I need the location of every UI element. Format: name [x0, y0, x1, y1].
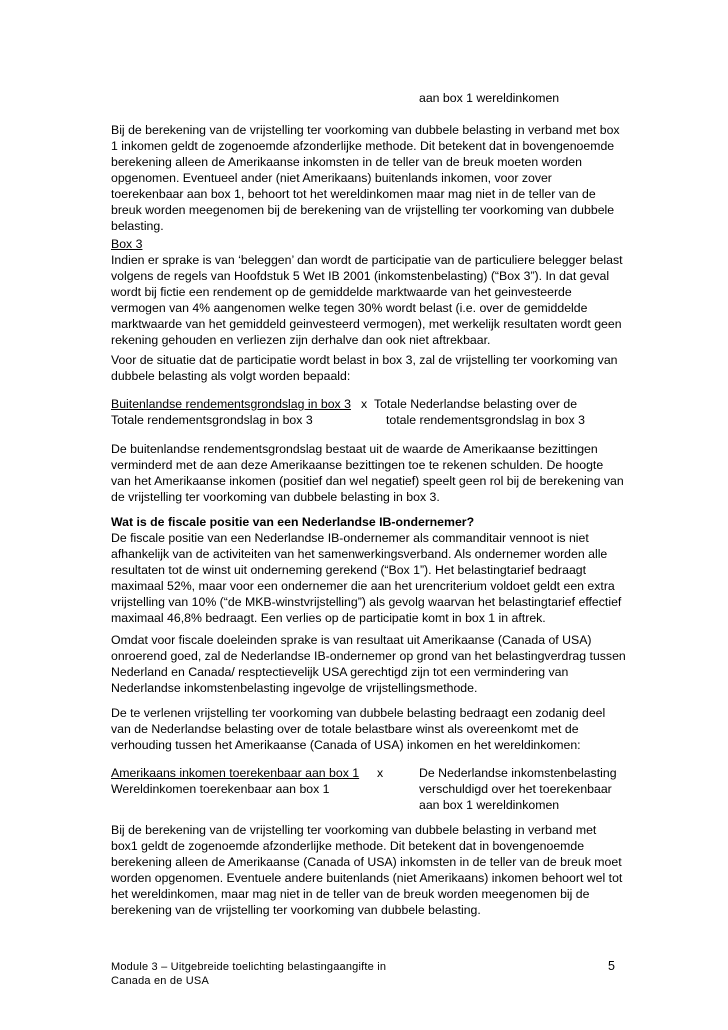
paragraph-box3-intro — [111, 352, 626, 384]
formula-right-line: De Nederlandse inkomstenbelasting — [419, 766, 617, 780]
box3-heading: Box 3 — [111, 237, 143, 251]
continued-formula-line: aan box 1 wereldinkomen — [419, 91, 560, 105]
formula-times: x — [377, 766, 384, 780]
formula-numerator: Buitenlandse rendementsgrondslag in box 3 — [111, 397, 351, 411]
box3-section — [111, 236, 626, 348]
ib-heading: Wat is de fiscale positie van een Nederlandse IB-ondernemer? — [111, 515, 475, 529]
paragraph-box1-method-2 — [111, 822, 626, 918]
ib-entrepreneur-section — [111, 514, 626, 626]
formula-box1 — [111, 765, 631, 813]
paragraph-text: De fiscale positie van een Nederlandse IB-ondernemer als commanditair vennoot is niet afhankelijk van de activiteiten van het samenwerkingsverband. Als ondernemer worden alle resultaten tot de winst uit onderneming gerekend (“Box 1”). Het belastingtarief bedraagt maximaal 52%, maar voor een ondernemer die aan het urencriterium voldoet geldt een extra vrijstelling van 10% (“de MKB-winstvrijstelling”) als gevolg waarvan het belastingtarief effectief maximaal 46,8% bedraagt. Een verlies op de participatie komt in box 1 in aftrek. — [111, 531, 622, 625]
page-number: 5 — [608, 959, 615, 973]
formula-box3 — [111, 396, 631, 428]
paragraph-text: Voor de situatie dat de participatie wordt belast in box 3, zal de vrijstelling ter voorkoming van dubbele belasting als volgt worden bepaald: — [111, 353, 618, 383]
page-footer — [111, 960, 386, 988]
formula-right-line: Totale Nederlandse belasting over de — [374, 397, 578, 411]
formula-times: x — [361, 397, 368, 411]
paragraph-text: Omdat voor fiscale doeleinden sprake is van resultaat uit Amerikaanse (Canada of USA) onroerend goed, zal de Nederlandse IB-ondernemer op grond van het belastingverdrag tussen Nederland en Canada/ resptectievelijk USA gerechtigd zijn tot een vermindering van Nederlandse inkomstenbelasting ingevolge de vrijstellingsmethode. — [111, 633, 626, 695]
paragraph-box1-method — [111, 122, 626, 234]
footer-line: Module 3 – Uitgebreide toelichting belastingaangifte in — [111, 961, 387, 973]
formula-right-line: verschuldigd over het toerekenbaar — [419, 782, 612, 796]
paragraph-text: De buitenlandse rendementsgrondslag bestaat uit de waarde de Amerikaanse bezittingen verminderd met de aan deze Amerikaanse bezittingen toe te rekenen schulden. De hoogte van het Amerikaanse inkomen (positief dan wel negatief) speelt geen rol bij de berekening van de vrijstelling ter voorkoming van dubbele belasting in box 3. — [111, 442, 624, 504]
paragraph-text: Indien er sprake is van ‘beleggen’ dan wordt de participatie van de particuliere belegger belast volgens de regels van Hoofdstuk 5 Wet IB 2001 (inkomstenbelasting) (“Box 3”). In dat geval wordt bij fictie een rendement op de gemiddelde marktwaarde van het geinvesteerde vermogen van 4% aangenomen welke tegen 30% wordt belast (i.e. over de gemiddelde marktwaarde van het gemiddeld geinvesteerd vermogen), met werkelijk resultaten wordt geen rekening gehouden en verliezen zijn derhalve dan ook niet aftrekbaar. — [111, 253, 623, 347]
paragraph-exemption — [111, 705, 626, 753]
formula-right-line: totale rendementsgrondslag in box 3 — [386, 413, 585, 427]
formula-right-line: aan box 1 wereldinkomen — [419, 798, 560, 812]
formula-numerator: Amerikaans inkomen toerekenbaar aan box 1 — [111, 766, 360, 780]
paragraph-box3-basis — [111, 441, 626, 505]
formula-denominator: Wereldinkomen toerekenbaar aan box 1 — [111, 782, 330, 796]
formula-denominator: Totale rendementsgrondslag in box 3 — [111, 413, 313, 427]
paragraph-treaty — [111, 632, 626, 696]
paragraph-text: De te verlenen vrijstelling ter voorkoming van dubbele belasting bedraagt een zodanig deel van de Nederlandse belasting over de totale belastbare winst als overeenkomt met de verhouding tussen het Amerikaanse (Canada of USA) inkomen en het wereldinkomen: — [111, 706, 606, 752]
footer-line: Canada en de USA — [111, 975, 209, 987]
paragraph-text: Bij de berekening van de vrijstelling ter voorkoming van dubbele belasting in verband met box1 geldt de zogenoemde afzonderlijke methode. Dit betekent dat in bovengenoemde berekening alleen de Amerikaanse (Canada of USA) inkomsten in de teller van de breuk moet worden opgenomen. Eventuele andere buitenlands (niet Amerikaans) inkomen behoort wel tot het wereldinkomen, maar mag niet in de teller van de breuk worden meegenomen bij de berekening van de vrijstelling ter voorkoming van dubbele belasting. — [111, 823, 623, 917]
paragraph-text: Bij de berekening van de vrijstelling ter voorkoming van dubbele belasting in verband met box 1 inkomen geldt de zogenoemde afzonderlijke methode. Dit betekent dat in bovengenoemde berekening alleen de Amerikaanse inkomsten in de teller van de breuk moeten worden opgenomen. Eventueel ander (niet Amerikaans) buitenlands inkomen, voor zover toerekenbaar aan box 1, behoort tot het wereldinkomen maar mag niet in de teller van de breuk worden meegenomen bij de berekening van de vrijstelling ter voorkoming van dubbele belasting. — [111, 123, 620, 233]
